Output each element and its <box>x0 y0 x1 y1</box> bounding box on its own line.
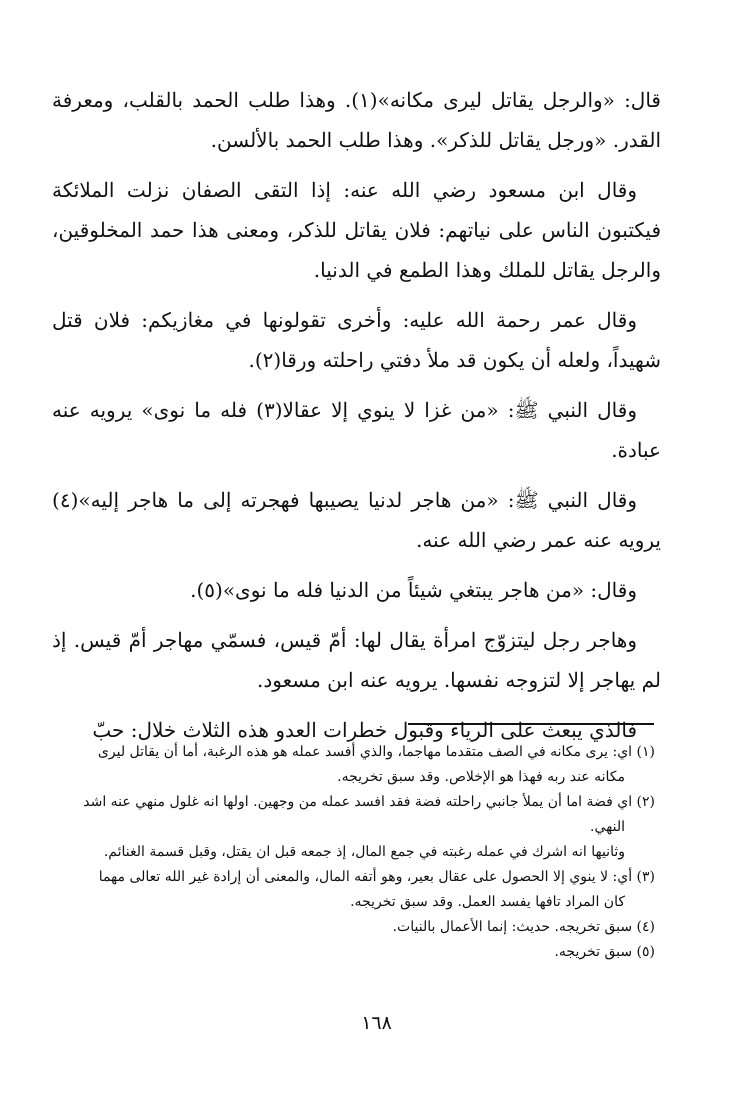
footnote-5: (٥) سبق تخريجه. <box>554 944 655 960</box>
paragraph-5: وقال النبي ﷺ: «من هاجر لدنيا يصيبها فهجرته إلى ما هاجر إليه»(٤) يرويه عنه عمر رضي الله عنه. <box>52 488 661 552</box>
paragraph-4: وقال النبي ﷺ: «من غزا لا ينوي إلا عقالا(٣) فله ما نوى» يرويه عنه عبادة. <box>52 398 661 462</box>
paragraph-8: فالذي يبعث على الرياء وقبول خطرات العدو هذه الثلاث خلال: حبّ <box>92 718 637 742</box>
footnote-4: (٤) سبق تخريجه. حديث: إنما الأعمال بالنيات. <box>392 919 655 935</box>
paragraph-6: وقال: «من هاجر يبتغي شيئاً من الدنيا فله ما نوى»(٥). <box>190 578 637 602</box>
footnotes <box>45 740 655 965</box>
footnote-1: (١) اي: يرى مكانه في الصف متقدما مهاجما، والذي أفسد عمله هو هذه الرغبة، أما أن يقاتل ليرى <box>97 744 655 760</box>
footnote-3-continuation: كان المراد تافها يفسد العمل. وقد سبق تخريجه. <box>350 894 625 910</box>
page-number: ١٦٨ <box>361 1012 392 1034</box>
footnote-2-continuation: النهي. <box>590 819 625 835</box>
footnote-separator <box>408 723 654 725</box>
main-text <box>52 80 661 760</box>
footnote-1-continuation: مكانه عند ربه فهذا هو الإخلاص. وقد سبق تخريجه. <box>337 769 625 785</box>
footnote-3: (٣) أي: لا ينوي إلا الحصول على عقال بعير، وهو أتفه المال، والمعنى أن إرادة غير الله تعالى مهما <box>98 869 655 885</box>
paragraph-7: وهاجر رجل ليتزوّج امرأة يقال لها: أمّ قيس، فسمّي مهاجر أمّ قيس. إذ لم يهاجر إلا لتزوجه نفسها. يرويه عنه ابن مسعود. <box>52 628 661 692</box>
footnote-2-continuation-2: وثانيها انه اشرك في عمله رغبته في جمع المال، إذ جمعه قبل ان يقتل، وقبل قسمة الغنائم. <box>103 844 625 860</box>
footnote-2: (٢) اي فضة اما أن يملأ جانبي راحلته فضة فقد افسد عمله من وجهين. اولها انه غلول منهي عنه اشد <box>83 794 655 810</box>
paragraph-1: قال: «والرجل يقاتل ليرى مكانه»(١). وهذا طلب الحمد بالقلب، ومعرفة القدر. «ورجل يقاتل للذكر». وهذا طلب الحمد بالألسن. <box>52 88 661 152</box>
paragraph-2: وقال ابن مسعود رضي الله عنه: إذا التقى الصفان نزلت الملائكة فيكتبون الناس على نياتهم: فلان يقاتل للذكر، ومعنى هذا حمد المخلوقين، والرجل يقاتل للملك وهذا الطمع في الدنيا. <box>52 178 661 282</box>
paragraph-3: وقال عمر رحمة الله عليه: وأخرى تقولونها في مغازيكم: فلان قتل شهيداً، ولعله أن يكون قد ملأ دفتي راحلته ورقا(٢). <box>52 308 661 372</box>
